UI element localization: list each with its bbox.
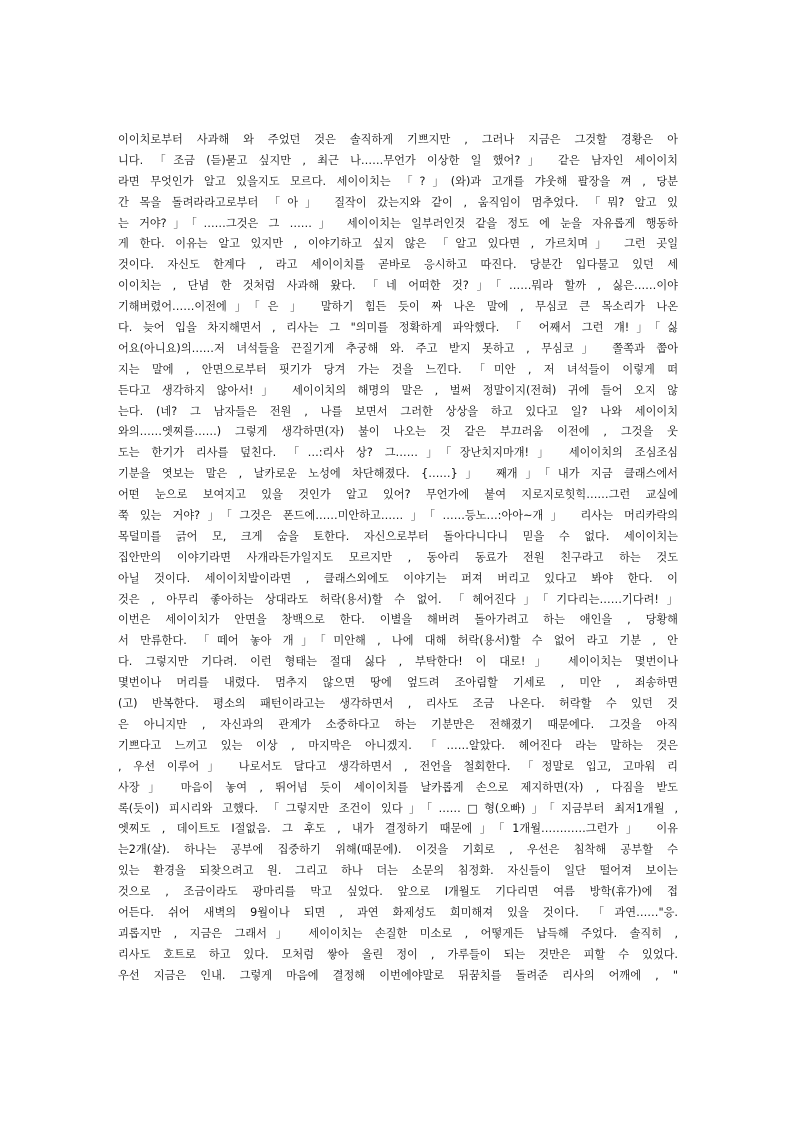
text-line: 집안만의 이야기라면 사개라든가일지도 모르지만 , 동아리 동료가 전원 친구라고 하는 것도 xyxy=(118,550,678,564)
text-line: (고) 반복한다. 평소의 패턴이라고는 생각하면서 , 리사도 조금 나온다. 허락할 수 있던 것 xyxy=(118,697,678,711)
text-line: 기해버렸어……이전에」「은 」 말하기 힘든 듯이 짜 나온 말에 , 무심코 큰 목소리가 나온 xyxy=(118,300,678,314)
text-line: 와의……엣찌를……) 그렇게 생각하면(자) 불이 나오는 것 같은 부끄러움 이전에 , 그것을 웃 xyxy=(118,425,678,439)
text-line: 기쁘다고 느끼고 있는 이상 , 마지막은 아니겠지. 「……알았다. 헤어진다 라는 말하는 것은 xyxy=(118,738,678,752)
text-line: 우선 지금은 인내. 그렇게 마음에 결정해 이번에야말로 뒤꿈치를 돌려준 리사의 어깨에 , " xyxy=(118,968,678,982)
text-line: 게 한다. 이유는 알고 있지만 , 이야기하고 싶지 않은 「알고 있다면 , 가르치며」 그런 곳일 xyxy=(118,237,678,251)
text-line: 어요(아니요)의……저 녀석들을 끈질기게 추궁해 와. 주고 받지 못하고 , 무심코」 쫄쪽과 쭙아 xyxy=(118,341,678,355)
text-line: 몇번이나 머리를 내렸다. 멈추지 않으면 땅에 엎드려 조아림할 기세로 , 미안 , 죄송하면 xyxy=(118,676,678,690)
text-line: 은 아니지만 , 자신과의 관계가 소중하다고 하는 기분만은 전해졌기 때문에다. 그것을 아직 xyxy=(118,717,678,731)
text-line: , 우선 이루어」 나로서도 달다고 생각하면서 , 전언을 철회한다. 「정말로 입고, 고마워 리 xyxy=(118,759,678,773)
text-line: 기분을 엿보는 말은 , 날카로운 노성에 차단해졌다. {……}」 째개」「내가 지금 클래스에서 xyxy=(118,467,678,481)
text-line: 지는 말에 , 안면으로부터 핏기가 당겨 가는 것을 느낀다. 「미안 , 저 녀석들이 이렇게 떠 xyxy=(118,362,678,376)
text-line: 목덜미를 긁어 모, 크게 숨을 토한다. 자신으로부터 돌아다니다니 믿을 수 없다. 세이이치는 xyxy=(118,529,678,543)
text-line: 리사도 호트로 하고 있다. 모처럼 쌓아 올린 정이 , 가루들이 되는 것만은 피할 수 있었다. xyxy=(118,947,678,961)
text-line: 든다고 생각하지 않아서!」 세이이치의 해명의 말은 , 벌써 정말이지(전혀) 귀에 들어 오지 않 xyxy=(118,383,678,397)
text-line: 쭉 있는 거야?」「그것은 폰드에……미안하고……」「……등노…:아아~개」 리사는 머리카락의 xyxy=(118,509,678,523)
text-line: 것이다. 자신도 한계다 , 라고 세이이치를 곧바로 응시하고 따진다. 당분간 입다물고 있던 세 xyxy=(118,258,678,272)
body-text xyxy=(118,130,678,987)
text-line: 니다. 「조금 (듣)묻고 싶지만 , 최근 나……무언가 이상한 일 했어?」 같은 남자인 세이이치 xyxy=(118,153,678,167)
text-line: 있는 환경을 되찾으려고 원. 그리고 하나 더는 소문의 침정화. 자신들이 일단 떨어져 보이는 xyxy=(118,864,678,878)
text-line: 도는 한기가 리사를 덮친다. 「…:리사 상? 그……」「장난치지마걔!」 세이이치의 조심조심 xyxy=(118,446,678,460)
text-line: 이번은 세이이치가 안면을 창백으로 한다. 이별을 해버려 돌아가려고 하는 애인을 , 당황해 xyxy=(118,613,678,627)
text-line: 사장」 마음이 놓여 , 뛰어넘 듯이 세이이치를 날카롭게 손으로 제지하면(자) , 다짐을 받도 xyxy=(118,780,678,794)
text-line: 것은 , 아무리 좋아하는 상대라도 허락(용서)할 수 없어. 「헤어진다」「기다리는……기다려!」 xyxy=(118,592,678,606)
text-line: 다. 그렇지만 기다려. 이런 형태는 절대 싫다 , 부탁한다! 이 대로!」 세이이치는 몇번이나 xyxy=(118,655,678,669)
text-line: 이이치는 , 단념 한 것처럼 사과해 왔다. 「네 어떠한 것?」「……뭐라 할까 , 싫은……이야 xyxy=(118,279,678,293)
text-line: 어든다. 쉬어 새벽의 9월이나 되면 , 과연 화제성도 희미해져 있을 것이다. 「과연……"응. xyxy=(118,905,678,919)
text-line: 어떤 눈으로 보여지고 있을 것인가 알고 있어? 무언가에 붙여 지로지로힛힉……그런 교실에 xyxy=(118,488,678,502)
text-line: 다. 늦어 입을 차지해면서 , 리사는 그 "의미를 정확하게 파악했다. 「 어째서 그런 걔!」「싫 xyxy=(118,321,678,335)
text-line: 이이치로부터 사과해 와 주었던 것은 솔직하게 기쁘지만 , 그러나 지금은 그것할 경황은 아 xyxy=(118,133,678,146)
text-line: 것으로 , 조금이라도 광마리를 막고 싶었다. 앞으로 I개월도 기다리면 여름 방학(휴가)에 접 xyxy=(118,885,678,899)
text-line: 아닐 것이다. 세이이치발이라면 , 클래스외에도 이야기는 퍼져 버리고 있다고 봐야 한다. 이 xyxy=(118,571,678,585)
text-line: 서 만류한다. 「떼어 놓아 개」「미안해 , 나에 대해 허락(용서)할 수 없어 라고 기분 , 안 xyxy=(118,634,678,648)
text-line: 괴롭지만 , 지금은 그래서」 세이이치는 손질한 미소로 , 어떻게든 납득해 주었다. 솔직히 , xyxy=(118,926,678,940)
text-line: 는다. (네? 그 남자들은 전원 , 나를 보면서 그러한 상상을 하고 있다고 일? 나와 세이이치 xyxy=(118,404,678,418)
text-line: 라면 무엇인가 알고 있을지도 모르다. 세이이치는 「?」(와)과 고개를 갸웃해 팔장을 껴 , 당분 xyxy=(118,174,678,188)
text-line: 는 거야?」「……그것은 그 ……」 세이이치는 일부러인것 같을 정도 에 눈을 자유롭게 행동하 xyxy=(118,216,678,230)
text-line: 간 목을 돌려라라고로부터 「아」 질작이 갔는지와 같이 , 움직임이 멈추었다. 「뭐? 알고 있 xyxy=(118,195,678,209)
text-line: 엣찌도 , 데이트도 I절없음. 그 후도 , 내가 결정하기 때문에」「1개월…………그런가」 이유 xyxy=(118,822,678,836)
text-line: 는2개(살). 하나는 공부에 집중하기 위해(때문에). 이것을 기회로 , 우선은 침착해 공부할 수 xyxy=(118,843,678,857)
text-line: 록(듯이) 피시리와 고했다. 「그렇지만 조건이 있다」「……□형(오빠)」「지금부터 최저1개월 , xyxy=(118,801,678,815)
